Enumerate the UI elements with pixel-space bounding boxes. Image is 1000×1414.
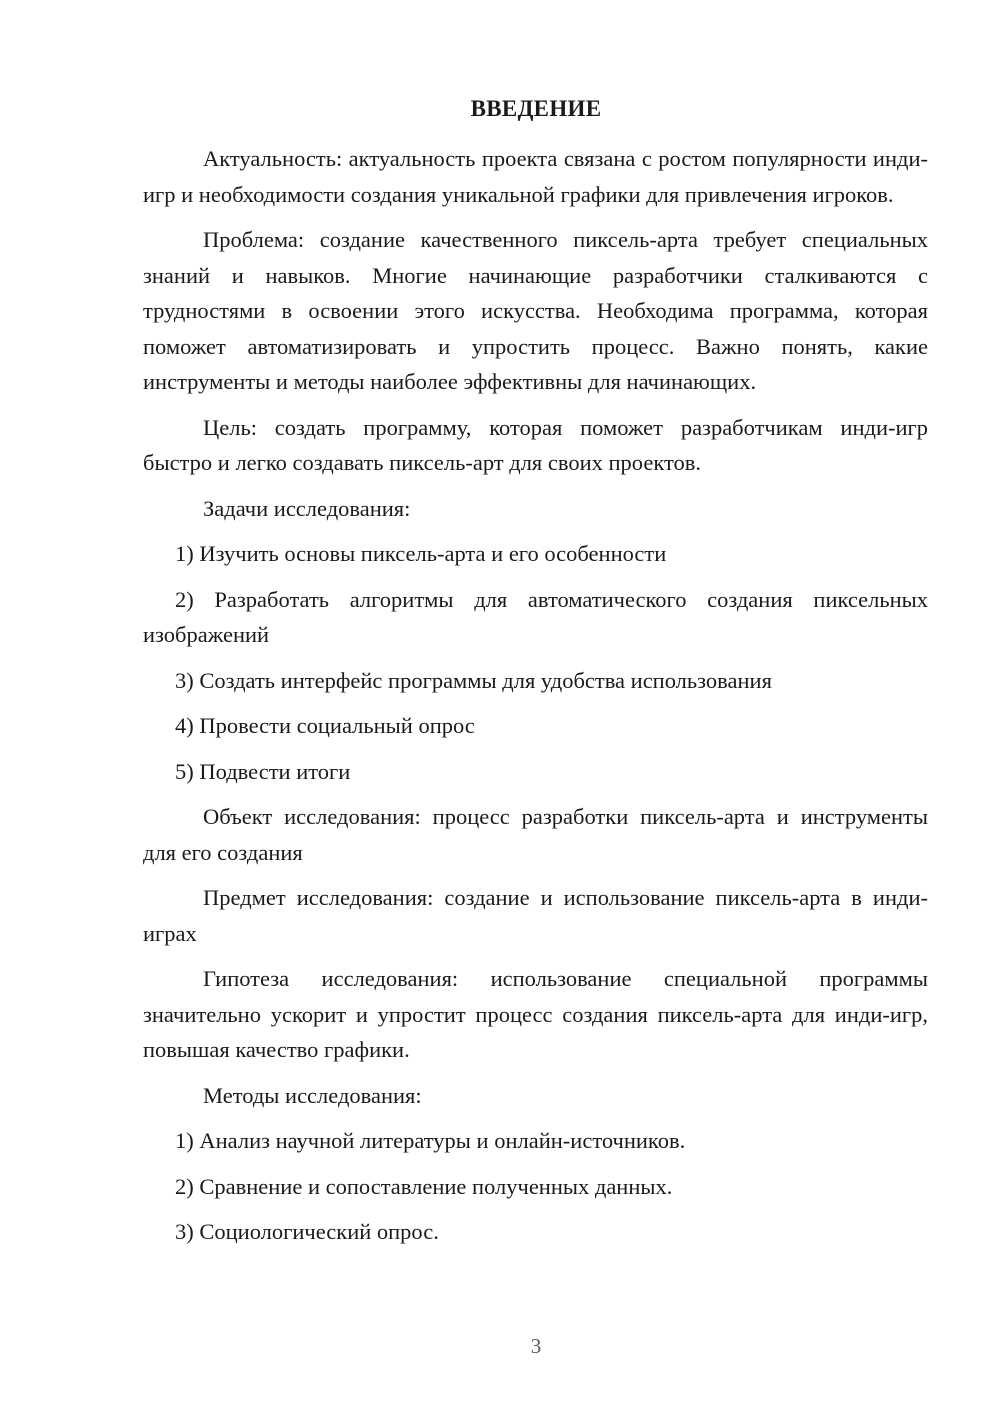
method-item: 1) Анализ научной литературы и онлайн-источников. [175,1128,686,1153]
paragraph-relevance: Актуальность: актуальность проекта связана с ростом популярности инди-игр и необходимости создания уникальной графики для привлечения игроков. [143,146,928,207]
tasks-heading: Задачи исследования: [203,495,411,521]
method-item: 2) Сравнение и сопоставление полученных данных. [175,1173,673,1199]
task-item: 4) Провести социальный опрос [175,713,475,738]
paragraph-object: Объект исследования: процесс разработки пиксель-арта и инструменты для его создания [143,804,928,865]
paragraph-goal: Цель: создать программу, которая поможет разработчикам инди-игр быстро и легко создавать пиксель-арт для своих проектов. [143,414,928,475]
page-number: 3 [530,1334,542,1358]
page-title: ВВЕДЕНИЕ [470,96,602,121]
paragraph-hypothesis: Гипотеза исследования: использование специальной программы значительно ускорит и упростит процесс создания пиксель-арта для инди-игр, повышая качество графики. [143,966,928,1062]
paragraph-subject: Предмет исследования: создание и использование пиксель-арта в инди-играх [143,885,928,946]
task-item: 5) Подвести итоги [175,758,351,784]
task-item: 3) Создать интерфейс программы для удобства использования [175,667,772,693]
method-item: 3) Социологический опрос. [175,1219,439,1244]
task-item: 2) Разработать алгоритмы для автоматического создания пиксельных изображений [143,586,928,647]
methods-heading: Методы исследования: [203,1082,422,1108]
task-item: 1) Изучить основы пиксель-арта и его особенности [175,541,667,566]
document-body [143,141,928,1260]
paragraph-problem: Проблема: создание качественного пиксель-арта требует специальных знаний и навыков. Многие начинающие разработчики сталкиваются с трудностями в освоении этого искусства. Необходима программа, которая поможет автоматизировать и упростить процесс. Важно понять, какие инструменты и методы наиболее эффективны для начинающих. [143,227,928,394]
